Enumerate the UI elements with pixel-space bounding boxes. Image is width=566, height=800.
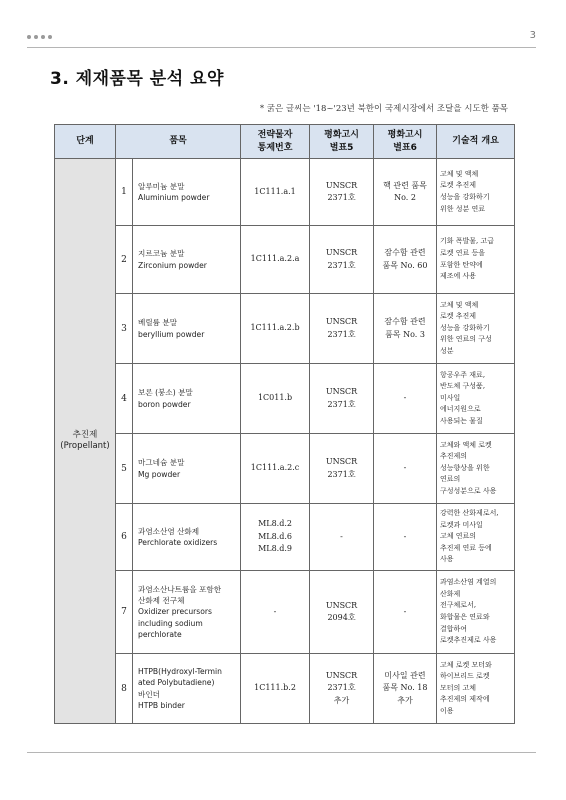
header-overview: 기술적 개요 — [437, 125, 515, 159]
annex6-value: 미사일 관련 품목 No. 18 추가 — [374, 654, 437, 724]
section-heading: 3. 제재품목 분석 요약 — [50, 69, 224, 89]
overview-text: 기화 폭발물, 고급 로켓 연료 등을 포함한 탄약에 제조에 사용 — [437, 226, 515, 294]
item-name: 알루미늄 분말 Aluminium powder — [133, 159, 241, 226]
table-row — [55, 571, 515, 654]
control-number: - — [241, 571, 310, 654]
row-number: 4 — [116, 364, 133, 434]
item-name: 과염소산염 산화제 Perchlorate oxidizers — [133, 504, 241, 571]
item-name: HTPB(Hydroxyl-Termin ated Polybutadiene) 바인더 HTPB binder — [133, 654, 241, 724]
row-number: 8 — [116, 654, 133, 724]
overview-text: 항공우주 재료, 반도체 구성품, 미사일 에너지원으로 사용되는 물질 — [437, 364, 515, 434]
annex5-value: UNSCR 2371호 — [310, 159, 374, 226]
control-number: 1C111.b.2 — [241, 654, 310, 724]
row-number: 5 — [116, 434, 133, 504]
overview-text: 고체 및 액체 로켓 추진제 성능을 강화하기 위한 성분 연료 — [437, 159, 515, 226]
annex5-value: UNSCR 2371호 — [310, 434, 374, 504]
annex6-value: - — [374, 364, 437, 434]
annex5-value: UNSCR 2371호 — [310, 364, 374, 434]
item-name: 베릴륨 분말 beryllium powder — [133, 294, 241, 364]
overview-text: 고체 및 액체 로켓 추진제 성능을 강화하기 위한 연료의 구성 성분 — [437, 294, 515, 364]
item-name: 지르코늄 분말 Zirconium powder — [133, 226, 241, 294]
annex6-value: - — [374, 504, 437, 571]
page-number: 3 — [529, 30, 536, 41]
table-row — [55, 159, 515, 226]
footer-divider — [27, 752, 536, 753]
header-stage: 단계 — [55, 125, 116, 159]
table-row — [55, 364, 515, 434]
overview-text: 강력한 산화제로서, 로켓과 미사일 고체 연료의 추진제 연료 등에 사용 — [437, 504, 515, 571]
table-row — [55, 654, 515, 724]
annex5-value: UNSCR 2371호 — [310, 226, 374, 294]
sanctions-summary-table — [54, 124, 515, 724]
item-name: 과염소산나트륨을 포함한 산화제 전구체 Oxidizer precursors including sodium perchlorate — [133, 571, 241, 654]
control-number: 1C111.a.1 — [241, 159, 310, 226]
item-name: 마그네슘 분말 Mg powder — [133, 434, 241, 504]
header-item: 품목 — [116, 125, 241, 159]
annex5-value: - — [310, 504, 374, 571]
annex6-value: - — [374, 571, 437, 654]
annex5-value: UNSCR 2371호 추가 — [310, 654, 374, 724]
annex6-value: - — [374, 434, 437, 504]
table-row — [55, 226, 515, 294]
table-row — [55, 504, 515, 571]
annex5-value: UNSCR 2371호 — [310, 294, 374, 364]
header-control-number: 전략물자 통제번호 — [241, 125, 310, 159]
header-annex5: 평화고시 별표5 — [310, 125, 374, 159]
row-number: 2 — [116, 226, 133, 294]
control-number: 1C111.a.2.b — [241, 294, 310, 364]
header-dots — [27, 35, 52, 39]
header-annex6: 평화고시 별표6 — [374, 125, 437, 159]
row-number: 3 — [116, 294, 133, 364]
item-name: 보론 (붕소) 분말 boron powder — [133, 364, 241, 434]
row-number: 7 — [116, 571, 133, 654]
overview-text: 과염소산염 계열의 산화제 전구체로서, 화합물은 연료와 결합하여 로켓추진제로 사용 — [437, 571, 515, 654]
annex6-value: 핵 관련 품목 No. 2 — [374, 159, 437, 226]
table-row — [55, 294, 515, 364]
annex5-value: UNSCR 2094호 — [310, 571, 374, 654]
overview-text: 고체와 액체 로켓 추진제의 성능향상을 위한 연료의 구성성분으로 사용 — [437, 434, 515, 504]
annex6-value: 잠수함 관련 품목 No. 60 — [374, 226, 437, 294]
table-row — [55, 434, 515, 504]
table-header-row — [55, 125, 515, 159]
control-number: 1C111.a.2.a — [241, 226, 310, 294]
control-number: 1C011.b — [241, 364, 310, 434]
control-number: ML8.d.2 ML8.d.6 ML8.d.9 — [241, 504, 310, 571]
row-number: 6 — [116, 504, 133, 571]
stage-cell: 추진제 (Propellant) — [55, 159, 116, 724]
overview-text: 고체 로켓 모터와 하이브리드 로켓 모터의 고체 추진제의 제작에 이용 — [437, 654, 515, 724]
annex6-value: 잠수함 관련 품목 No. 3 — [374, 294, 437, 364]
header-divider — [27, 47, 536, 48]
control-number: 1C111.a.2.c — [241, 434, 310, 504]
row-number: 1 — [116, 159, 133, 226]
table-note: * 굵은 글씨는 '18~'23년 북한이 국제시장에서 조달을 시도한 품목 — [259, 104, 508, 114]
